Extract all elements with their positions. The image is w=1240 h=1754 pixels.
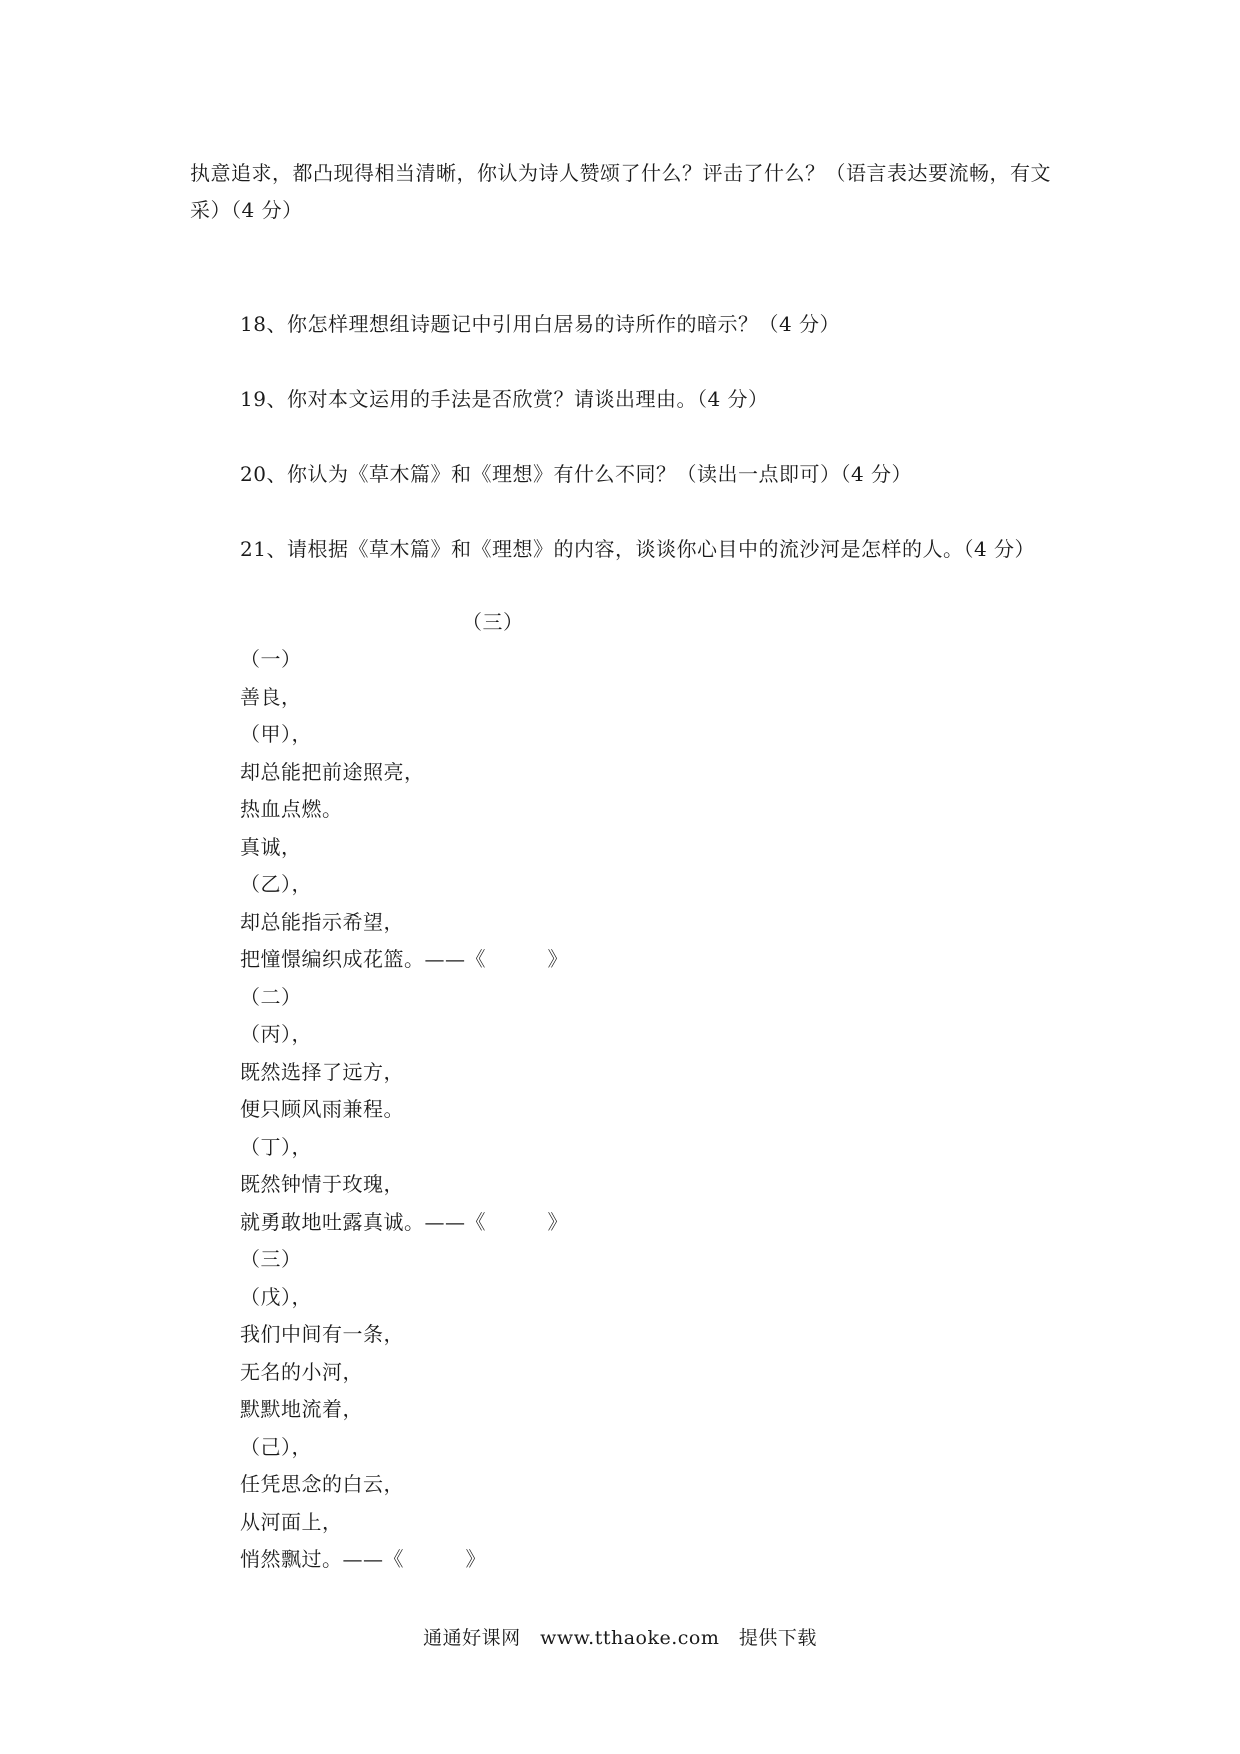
poem-line: （己）， — [240, 1435, 312, 1459]
question-18: 18、你怎样理想组诗题记中引用白居易的诗所作的暗示？（4 分） — [240, 312, 841, 336]
poem-line: 却总能指示希望， — [240, 910, 404, 934]
poem-line: 便只顾风雨兼程。 — [240, 1097, 404, 1121]
poem-line: 把憧憬编织成花篮。——《 》 — [240, 947, 568, 971]
poem-line: （一） — [240, 647, 302, 671]
poem-line: 无名的小河， — [240, 1360, 363, 1384]
poem-line: 就勇敢地吐露真诚。——《 》 — [240, 1210, 568, 1234]
question-21: 21、请根据《草木篇》和《理想》的内容，谈谈你心目中的流沙河是怎样的人。（4 分） — [240, 537, 1036, 561]
intro-line-1: 执意追求，都凸现得相当清晰，你认为诗人赞颂了什么？评击了什么？（语言表达要流畅，有文 — [190, 161, 1051, 185]
question-20: 20、你认为《草木篇》和《理想》有什么不同？（读出一点即可）（4 分） — [240, 462, 913, 486]
poem-line: （二） — [240, 985, 302, 1009]
poem-line: （丁）， — [240, 1135, 312, 1159]
section-title: （三） — [462, 610, 524, 634]
poem-line: 悄然飘过。——《 》 — [240, 1547, 486, 1571]
poem-line: 善良， — [240, 685, 302, 709]
poem-line: 默默地流着， — [240, 1397, 363, 1421]
poem-line: （乙）， — [240, 872, 312, 896]
poem-line: 却总能把前途照亮， — [240, 760, 425, 784]
poem-line: 热血点燃。 — [240, 797, 343, 821]
question-19: 19、你对本文运用的手法是否欣赏？请谈出理由。（4 分） — [240, 387, 769, 411]
intro-line-2: 采）（4 分） — [190, 198, 303, 222]
poem-line: 真诚， — [240, 835, 302, 859]
poem-line: （戊）， — [240, 1285, 312, 1309]
poem-line: 我们中间有一条， — [240, 1322, 404, 1346]
poem-line: 既然选择了远方， — [240, 1060, 404, 1084]
poem-line: 从河面上， — [240, 1510, 343, 1534]
poem-line: 任凭思念的白云， — [240, 1472, 404, 1496]
page-footer: 通通好课网 www.tthaoke.com 提供下载 — [423, 1627, 817, 1649]
poem-line: 既然钟情于玫瑰， — [240, 1172, 404, 1196]
poem-line: （甲）， — [240, 722, 312, 746]
poem-line: （丙）， — [240, 1022, 312, 1046]
poem-line: （三） — [240, 1247, 302, 1271]
